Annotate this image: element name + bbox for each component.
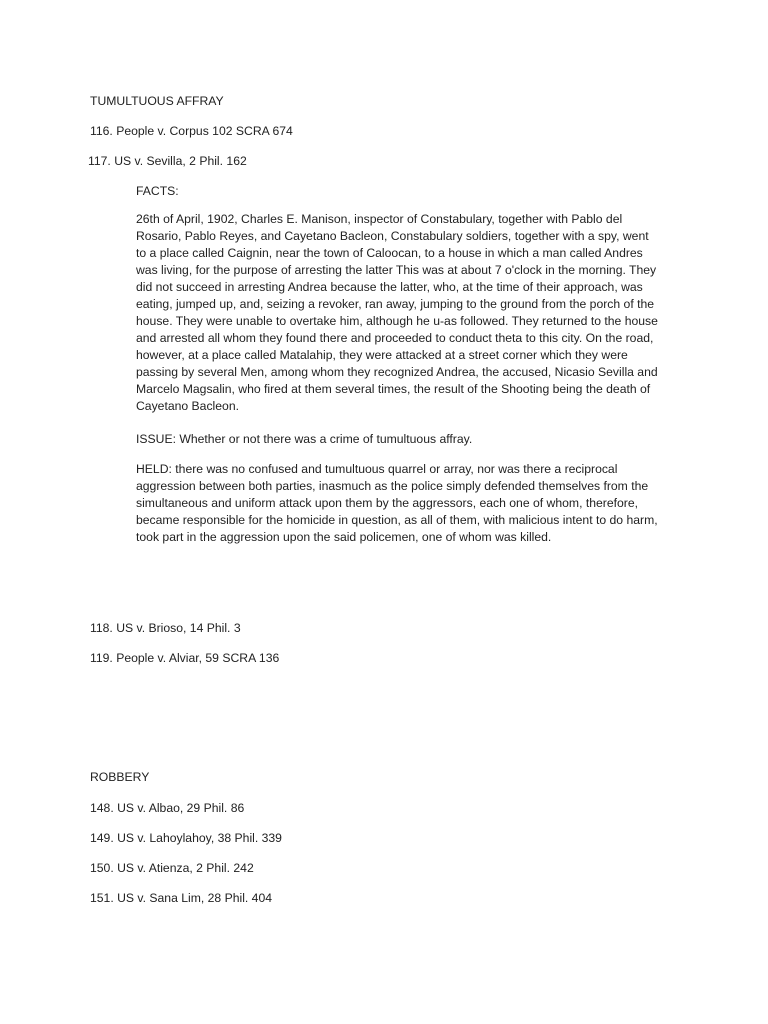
case-entry-151: 151. US v. Sana Lim, 28 Phil. 404 — [90, 891, 273, 905]
facts-line: 26th of April, 1902, Charles E. Manison, inspector of Constabulary, together with Pablo del — [136, 212, 623, 226]
facts-line: was living, for the purpose of arresting the latter This was at about 7 o'clock in the morning. They — [136, 263, 657, 277]
case-entry-117: 117. US v. Sevilla, 2 Phil. 162 — [88, 154, 247, 168]
facts-line: did not succeed in arresting Andrea because the latter, who, at the time of their approach, was — [136, 280, 643, 294]
case-entry-119: 119. People v. Alviar, 59 SCRA 136 — [90, 651, 280, 665]
case-entry-150: 150. US v. Atienza, 2 Phil. 242 — [90, 861, 254, 875]
held-line: became responsible for the homicide in question, as all of them, with malicious intent to do harm, — [136, 513, 658, 527]
held-line: HELD: there was no confused and tumultuous quarrel or array, nor was there a reciprocal — [136, 462, 618, 476]
facts-line: Marcelo Magsalin, who fired at them several times, the result of the Shooting being the death of — [136, 382, 651, 396]
facts-line: house. They were unable to overtake him, although he u-as followed. They returned to the house — [136, 314, 658, 328]
facts-line: Cayetano Bacleon. — [136, 399, 239, 413]
facts-line: eating, jumped up, and, seizing a revoker, ran away, jumping to the ground from the porch of the — [136, 297, 655, 311]
facts-line: to a place called Caignin, near the town of Caloocan, to a house in which a man called Andres — [136, 246, 643, 260]
facts-line: however, at a place called Matalahip, they were attacked at a street corner which they were — [136, 348, 628, 362]
case-entry-116: 116. People v. Corpus 102 SCRA 674 — [90, 124, 293, 138]
facts-line: and arrested all whom they found there and proceeded to conduct theta to this city. On the road, — [136, 331, 654, 345]
facts-line: passing by several Men, among whom they recognized Andrea, the accused, Nicasio Sevilla and — [136, 365, 658, 379]
held-line: simultaneous and uniform attack upon them by the aggressors, each one of whom, therefore, — [136, 496, 639, 510]
held-paragraph — [136, 461, 676, 546]
facts-label: FACTS: — [136, 184, 179, 198]
case-entry-148: 148. US v. Albao, 29 Phil. 86 — [90, 801, 245, 815]
facts-paragraph — [136, 211, 676, 415]
held-line: aggression between both parties, inasmuch as the police simply defended themselves from the — [136, 479, 649, 493]
section-heading-robbery: ROBBERY — [90, 770, 150, 784]
section-heading-tumultuous-affray: TUMULTUOUS AFFRAY — [90, 94, 224, 108]
case-entry-149: 149. US v. Lahoylahoy, 38 Phil. 339 — [90, 831, 282, 845]
case-entry-118: 118. US v. Brioso, 14 Phil. 3 — [90, 621, 241, 635]
issue-paragraph: ISSUE: Whether or not there was a crime of tumultuous affray. — [136, 432, 473, 446]
facts-line: Rosario, Pablo Reyes, and Cayetano Bacleon, Constabulary soldiers, together with a spy, went — [136, 229, 649, 243]
held-line: took part in the aggression upon the said policemen, one of whom was killed. — [136, 530, 552, 544]
